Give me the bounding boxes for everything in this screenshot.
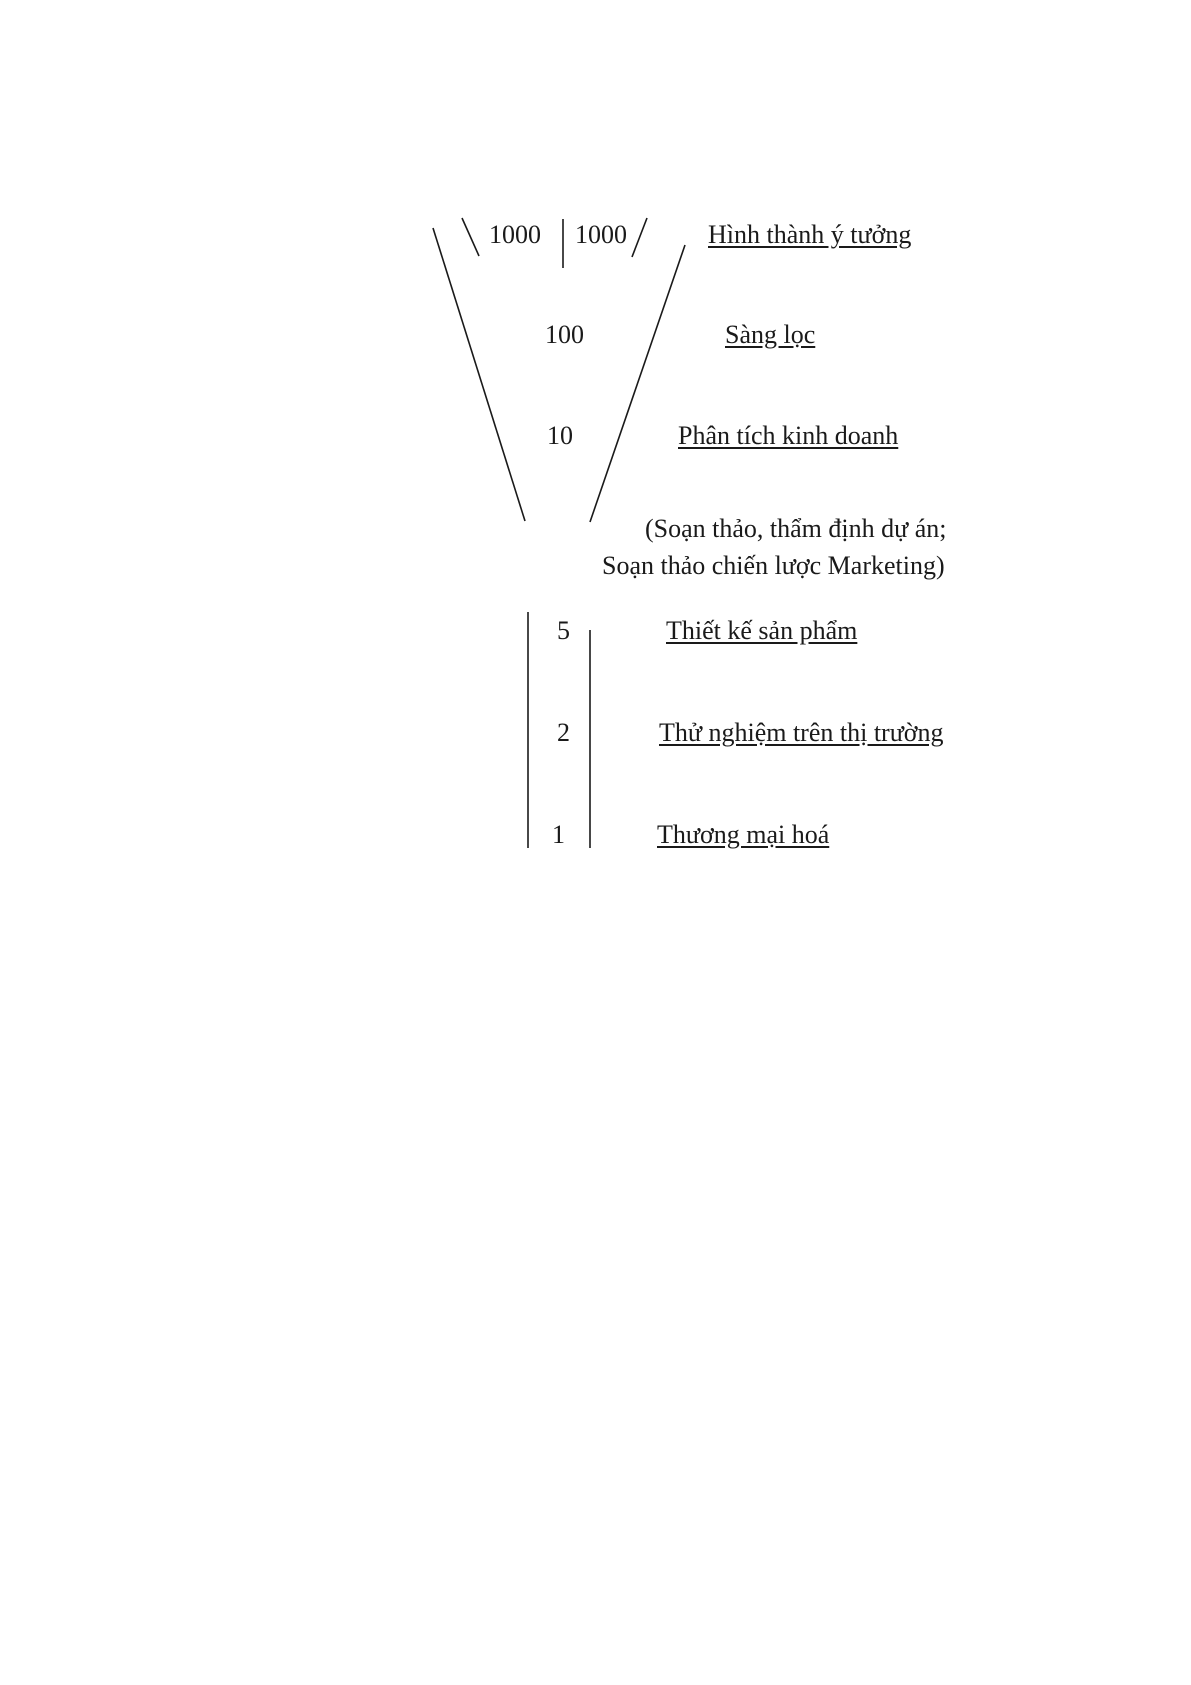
stage-design-label: Thiết kế sản phẩm bbox=[666, 616, 858, 645]
funnel-right-inner-stroke bbox=[632, 218, 647, 257]
count-commercialization: 1 bbox=[552, 820, 565, 849]
stage-note-line1: (Soạn thảo, thẩm định dự án; bbox=[645, 514, 947, 543]
funnel-left-inner-stroke bbox=[462, 218, 479, 256]
stage-note-line2: Soạn thảo chiến lược Marketing) bbox=[602, 551, 945, 580]
stage-business-analysis-label: Phân tích kinh doanh bbox=[678, 421, 899, 450]
count-screening: 100 bbox=[545, 320, 584, 349]
funnel-left-edge bbox=[433, 228, 525, 521]
stage-commercialization-label: Thương mại hoá bbox=[657, 820, 830, 849]
funnel-right-edge bbox=[590, 245, 685, 522]
count-design: 5 bbox=[557, 616, 570, 645]
count-idea-right: 1000 bbox=[575, 220, 627, 249]
stage-test-market-label: Thử nghiệm trên thị trường bbox=[659, 718, 944, 747]
count-test-market: 2 bbox=[557, 718, 570, 747]
count-idea-left: 1000 bbox=[489, 220, 541, 249]
stage-screening-label: Sàng lọc bbox=[725, 320, 816, 349]
count-business-analysis: 10 bbox=[547, 421, 573, 450]
stage-idea-label: Hình thành ý tưởng bbox=[708, 220, 912, 249]
